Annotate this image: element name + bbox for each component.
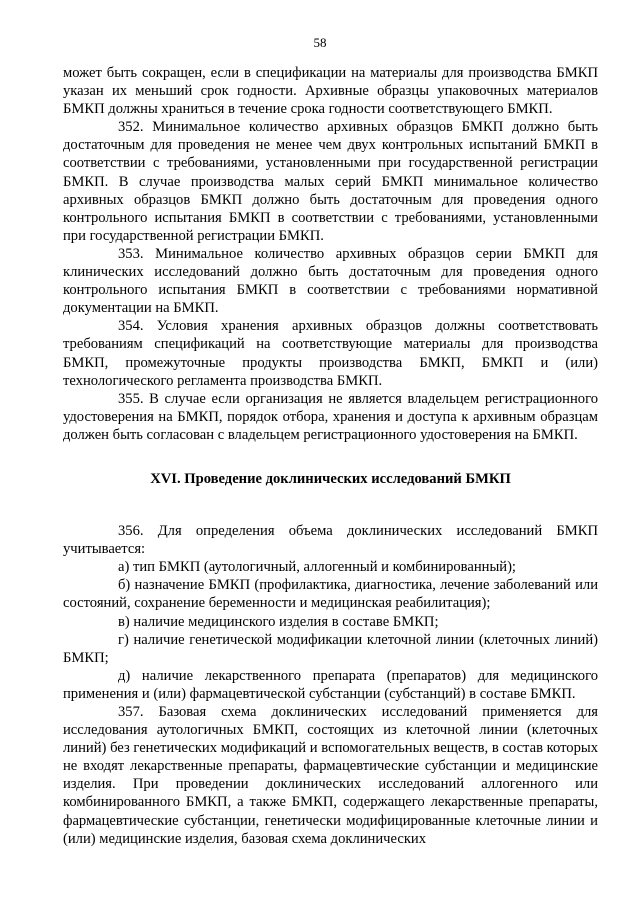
list-item-g: г) наличие генетической модификации клеточной линии (клеточных линий) БМКП; (63, 631, 598, 666)
page-number: 58 (313, 35, 327, 50)
document-body (63, 64, 598, 848)
paragraph-357: 357. Базовая схема доклинических исследований применяется для исследования аутологичных БМКП, состоящих из клеточной линии (клеточных линий) без генетических модификаций и вспомогательных веществ, в состав которых не входят лекарственные препараты, фармацевтические субстанции и медицинские изделия. При проведении доклинических исследований аллогенного или комбинированного БМКП, а также БМКП, содержащего лекарственные препараты, фармацевтические субстанции, генетически модифицированные клеточные линии и (или) медицинские изделия, базовая схема доклинических (63, 704, 598, 847)
section-heading: XVI. Проведение доклинических исследований БМКП (150, 470, 511, 487)
paragraph-354: 354. Условия хранения архивных образцов должны соответствовать требованиям спецификаций на соответствующие материалы для производства БМКП, промежуточные продукты производства БМКП, БМКП и (или) технологического регламента производства БМКП. (63, 318, 598, 389)
list-item-d: д) наличие лекарственного препарата (препаратов) для медицинского применения и (или) фармацевтической субстанции (субстанций) в составе БМКП. (63, 667, 598, 702)
paragraph-355: 355. В случае если организация не является владельцем регистрационного удостоверения на БМКП, порядок отбора, хранения и доступа к архивным образцам должен быть согласован с владельцем регистрационного удостоверения на БМКП. (63, 390, 598, 443)
list-item-b: б) назначение БМКП (профилактика, диагностика, лечение заболеваний или состояний, сохранение беременности и медицинская реабилитация); (63, 577, 598, 612)
paragraph-352: 352. Минимальное количество архивных образцов БМКП должно быть достаточным для проведения не менее чем двух контрольных испытаний БМКП в соответствии с требованиями, установленными при государственной регистрации БМКП. В случае производства малых серий БМКП минимальное количество архивных образцов БМКП должно быть достаточным для проведения одного контрольного испытания БМКП в соответствии с требованиями, установленными при государственной регистрации БМКП. (63, 119, 598, 244)
list-item-a: а) тип БМКП (аутологичный, аллогенный и комбинированный); (118, 559, 516, 576)
paragraph-continuation: может быть сокращен, если в спецификации на материалы для производства БМКП указан их меньший срок годности. Архивные образцы упаковочных материалов БМКП должны храниться в течение срока годности соответствующего БМКП. (63, 65, 598, 118)
paragraph-356: 356. Для определения объема доклинических исследований БМКП учитывается: (63, 523, 598, 558)
paragraph-353: 353. Минимальное количество архивных образцов серии БМКП для клинических исследований должно быть достаточным для проведения одного контрольного испытания БМКП в соответствии с требованиями нормативной документации на БМКП. (63, 245, 598, 317)
list-item-v: в) наличие медицинского изделия в составе БМКП; (118, 613, 439, 630)
